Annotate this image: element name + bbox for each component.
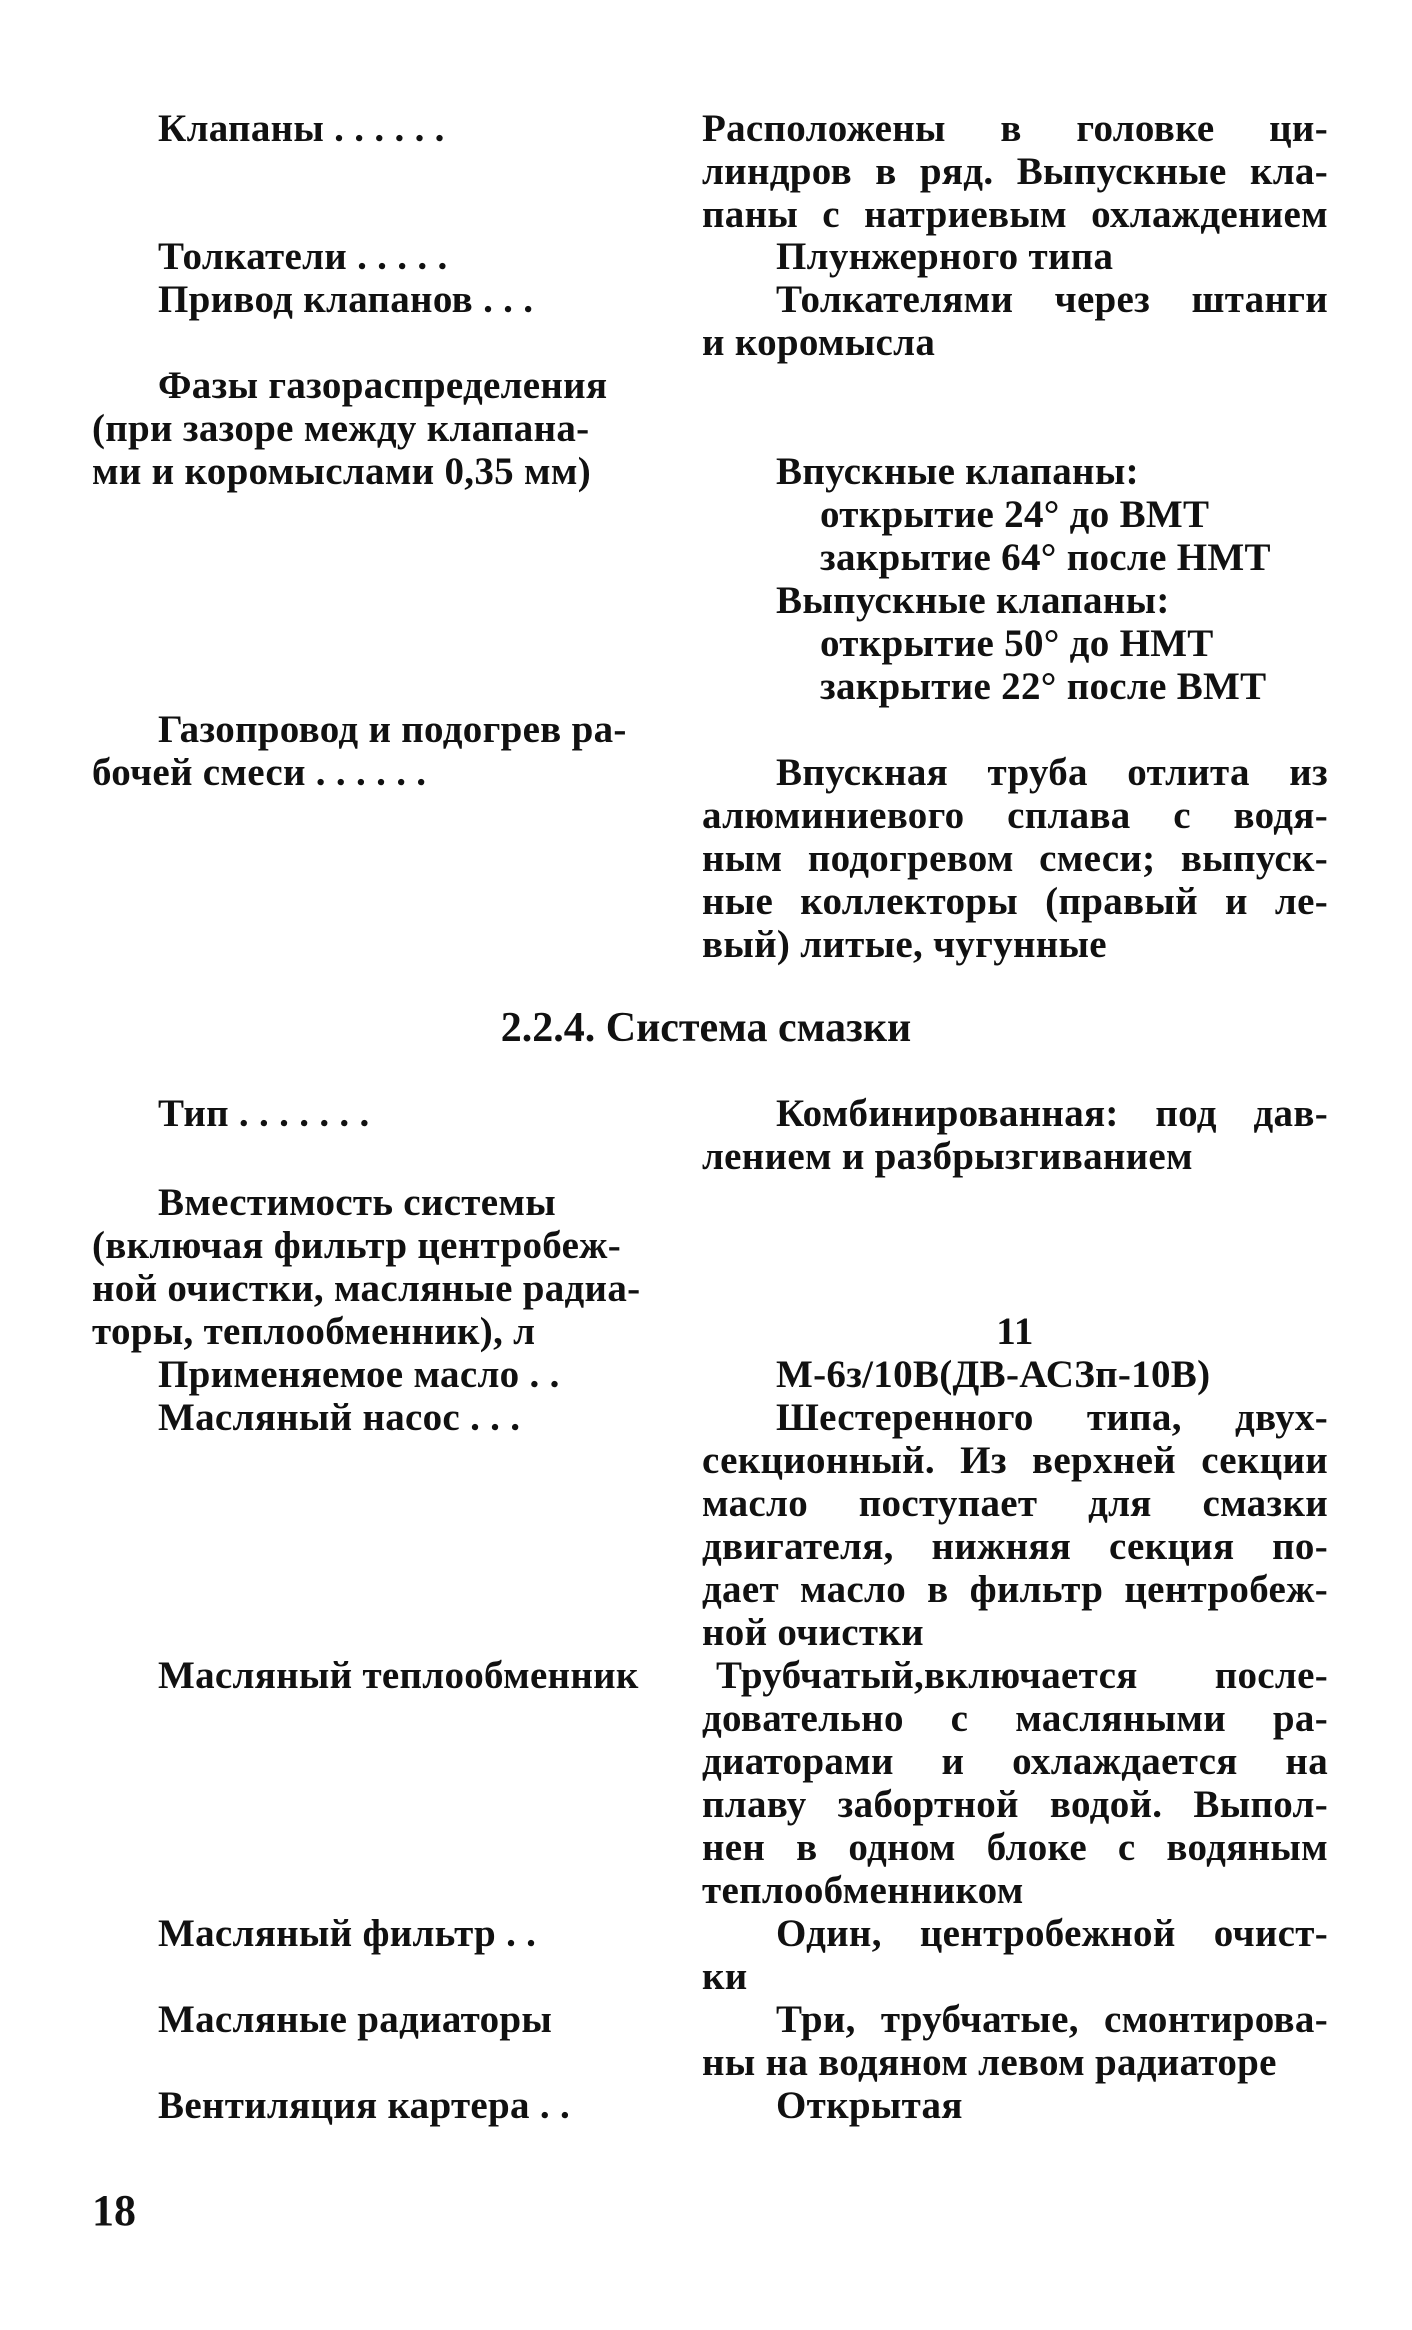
manifold-value-line: Впускная труба отлита из	[776, 751, 1328, 794]
heat-exchanger-label: Масляный теплообменник	[158, 1654, 639, 1697]
valves-value-line: линдров в ряд. Выпускные кла-	[702, 150, 1328, 193]
heat-exchanger-value-line: теплообменником	[702, 1869, 1024, 1912]
valves-value-line: Расположены в головке ци-	[702, 107, 1328, 150]
manifold-value-line: ным подогревом смеси; выпуск-	[702, 837, 1328, 880]
type-value-line: лением и разбрызгиванием	[702, 1135, 1193, 1178]
ventilation-value: Открытая	[776, 2084, 963, 2127]
capacity-label-line: торы, теплообменник), л	[92, 1310, 536, 1353]
valves-label: Клапаны . . . . . .	[158, 107, 445, 150]
pump-label: Масляный насос . . .	[158, 1396, 521, 1439]
intake-title: Впускные клапаны:	[776, 450, 1139, 493]
type-value-line: Комбинированная: под дав-	[776, 1092, 1328, 1135]
exhaust-close: закрытие 22° после ВМТ	[820, 665, 1267, 708]
manifold-label-line: Газопровод и подогрев ра-	[158, 708, 627, 751]
manifold-value-line: вый) литые, чугунные	[702, 923, 1107, 966]
filter-label: Масляный фильтр . .	[158, 1912, 537, 1955]
capacity-label-line: (включая фильтр центробеж-	[92, 1224, 622, 1267]
capacity-label-line: Вместимость системы	[158, 1181, 556, 1224]
oil-label: Применяемое масло . .	[158, 1353, 560, 1396]
timing-label-line: Фазы газораспределения	[158, 364, 608, 407]
tappets-value: Плунжерного типа	[776, 235, 1114, 278]
page-number: 18	[92, 2186, 136, 2235]
filter-value-line: Один, центробежной очист-	[776, 1912, 1328, 1955]
pump-value-line: секционный. Из верхней секции	[702, 1439, 1328, 1482]
heat-exchanger-value-line: довательно с масляными ра-	[702, 1697, 1328, 1740]
pump-value-line: двигателя, нижняя секция по-	[702, 1525, 1328, 1568]
heat-exchanger-value-line: диаторами и охлаждается на	[702, 1740, 1328, 1783]
heat-exchanger-value-line: нен в одном блоке с водяным	[702, 1826, 1328, 1869]
pump-value-line: дает масло в фильтр центробеж-	[702, 1568, 1328, 1611]
pump-value-line: масло поступает для смазки	[702, 1482, 1328, 1525]
radiators-value-line: ны на водяном левом радиаторе	[702, 2041, 1277, 2084]
radiators-label: Масляные радиаторы	[158, 1998, 553, 2041]
pump-value-line: ной очистки	[702, 1611, 924, 1654]
drive-value-line: Толкателями через штанги	[776, 278, 1328, 321]
drive-label: Привод клапанов . . .	[158, 278, 534, 321]
intake-open: открытие 24° до ВМТ	[820, 493, 1210, 536]
heat-exchanger-value-line: Трубчатый,включается после-	[716, 1654, 1328, 1697]
valves-value-line: паны с натриевым охлаждением	[702, 193, 1328, 236]
manifold-label-line: бочей смеси . . . . . .	[92, 751, 427, 794]
manifold-value-line: ные коллекторы (правый и ле-	[702, 880, 1328, 923]
timing-label-line: ми и коромыслами 0,35 мм)	[92, 450, 592, 493]
exhaust-title: Выпускные клапаны:	[776, 579, 1170, 622]
intake-close: закрытие 64° после НМТ	[820, 536, 1271, 579]
radiators-value-line: Три, трубчатые, смонтирова-	[776, 1998, 1328, 2041]
manifold-value-line: алюминиевого сплава с водя-	[702, 794, 1328, 837]
filter-value-line: ки	[702, 1955, 748, 1998]
drive-value-line: и коромысла	[702, 321, 936, 364]
timing-label-line: (при зазоре между клапана-	[92, 407, 590, 450]
tappets-label: Толкатели . . . . .	[158, 235, 448, 278]
oil-value: М-6з/10В(ДВ-АСЗп-10В)	[776, 1353, 1211, 1396]
capacity-label-line: ной очистки, масляные радиа-	[92, 1267, 641, 1310]
section-heading: 2.2.4. Система смазки	[500, 1005, 912, 1051]
capacity-value: 11	[996, 1310, 1034, 1353]
ventilation-label: Вентиляция картера . .	[158, 2084, 571, 2127]
pump-value-line: Шестеренного типа, двух-	[776, 1396, 1328, 1439]
type-label: Тип . . . . . . .	[158, 1092, 370, 1135]
heat-exchanger-value-line: плаву забортной водой. Выпол-	[702, 1783, 1328, 1826]
exhaust-open: открытие 50° до НМТ	[820, 622, 1214, 665]
